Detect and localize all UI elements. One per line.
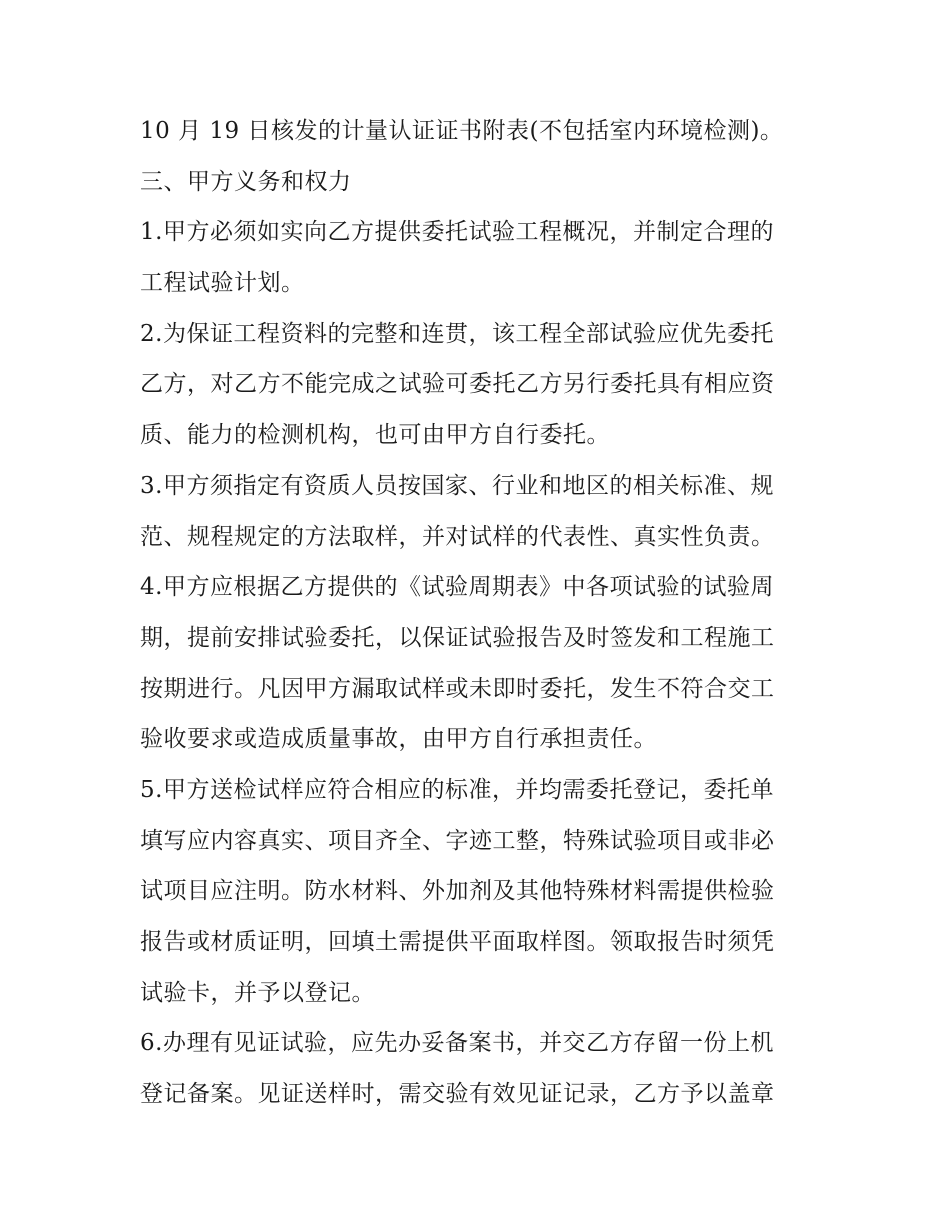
- text-line: 试项目应注明。防水材料、外加剂及其他特殊材料需提供检验: [140, 878, 775, 905]
- section-heading: 三、甲方义务和权力: [140, 168, 352, 195]
- text-line: 2.为保证工程资料的完整和连贯，该工程全部试验应优先委托: [140, 320, 774, 347]
- text-line: 3.甲方须指定有资质人员按国家、行业和地区的相关标准、规: [140, 472, 774, 499]
- text-line: 6.办理有见证试验，应先办妥备案书，并交乙方存留一份上机: [140, 1030, 774, 1057]
- text-line: 质、能力的检测机构，也可由甲方自行委托。: [140, 422, 610, 449]
- text-line: 乙方，对乙方不能完成之试验可委托乙方另行委托具有相应资: [140, 371, 775, 398]
- text-line: 期，提前安排试验委托，以保证试验报告及时签发和工程施工: [140, 624, 775, 651]
- text-line: 按期进行。凡因甲方漏取试样或未即时委托，发生不符合交工: [140, 675, 775, 702]
- text-line: 4.甲方应根据乙方提供的《试验周期表》中各项试验的试验周: [140, 574, 774, 601]
- text-line: 登记备案。见证送样时，需交验有效见证记录，乙方予以盖章: [140, 1081, 775, 1108]
- text-line: 1.甲方必须如实向乙方提供委托试验工程概况，并制定合理的: [140, 219, 774, 246]
- text-line: 范、规程规定的方法取样，并对试样的代表性、真实性负责。: [140, 523, 775, 550]
- text-line: 试验卡，并予以登记。: [140, 979, 375, 1006]
- text-line: 验收要求或造成质量事故，由甲方自行承担责任。: [140, 726, 657, 753]
- text-line: 5.甲方送检试样应符合相应的标准，并均需委托登记，委托单: [140, 776, 774, 803]
- text-line: 填写应内容真实、项目齐全、字迹工整，特殊试验项目或非必: [140, 827, 775, 854]
- text-line: 10 月 19 日核发的计量认证证书附表(不包括室内环境检测)。: [140, 118, 784, 144]
- text-line: 报告或材质证明，回填土需提供平面取样图。领取报告时须凭: [140, 929, 775, 955]
- text-line: 工程试验计划。: [140, 270, 305, 297]
- document-body: [140, 106, 820, 1120]
